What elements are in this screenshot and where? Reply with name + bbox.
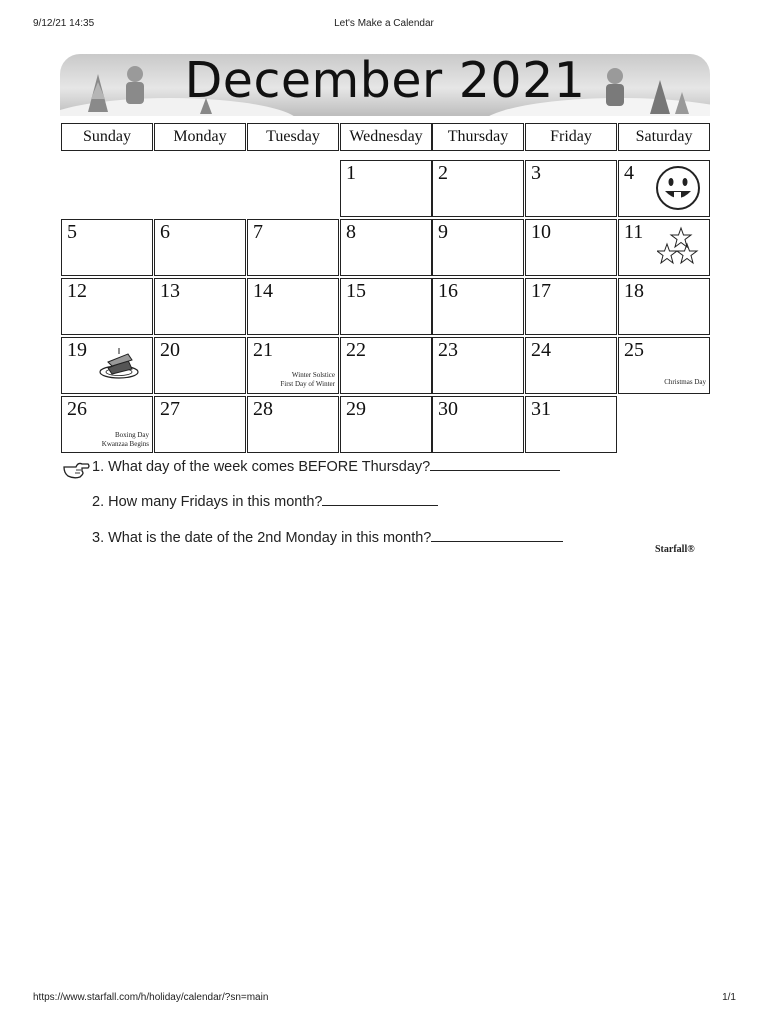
day-cell — [61, 278, 153, 335]
weekday-tuesday: Tuesday — [247, 123, 339, 151]
day-cell — [432, 160, 524, 217]
question-number: 3. — [92, 530, 105, 546]
day-number: 9 — [438, 221, 448, 243]
smiley-face-icon — [655, 165, 701, 211]
day-number: 18 — [624, 280, 644, 302]
day-number: 4 — [624, 162, 634, 184]
day-cell — [618, 160, 710, 217]
first-day-winter-note: First Day of Winter — [280, 380, 335, 388]
day-cell — [154, 219, 246, 276]
day-number: 24 — [531, 339, 551, 361]
day-number: 28 — [253, 398, 273, 420]
day-cell — [247, 337, 339, 394]
day-number: 19 — [67, 339, 87, 361]
print-page-title: Let's Make a Calendar — [334, 18, 434, 29]
day-number: 3 — [531, 162, 541, 184]
day-cell — [432, 396, 524, 453]
day-note — [102, 431, 149, 449]
weekday-thursday: Thursday — [432, 123, 524, 151]
answer-line[interactable] — [430, 457, 560, 471]
day-number: 27 — [160, 398, 180, 420]
day-number: 30 — [438, 398, 458, 420]
day-cell — [61, 337, 153, 394]
winter-solstice-note: Winter Solstice — [291, 371, 335, 379]
day-cell — [618, 337, 710, 394]
day-number: 12 — [67, 280, 87, 302]
day-cell — [247, 219, 339, 276]
print-url: https://www.starfall.com/h/holiday/calendar/?sn=main — [33, 992, 269, 1003]
question-3 — [92, 528, 563, 546]
day-cell — [340, 160, 432, 217]
question-number: 2. — [92, 494, 105, 510]
day-cell — [154, 396, 246, 453]
day-cell — [432, 219, 524, 276]
answer-line[interactable] — [431, 528, 563, 542]
day-number: 23 — [438, 339, 458, 361]
day-cell — [432, 278, 524, 335]
calendar-banner — [60, 54, 710, 116]
day-note — [280, 371, 335, 389]
stars-icon — [657, 226, 701, 266]
day-number: 29 — [346, 398, 366, 420]
day-cell — [340, 396, 432, 453]
weekday-monday: Monday — [154, 123, 246, 151]
day-number: 15 — [346, 280, 366, 302]
day-number: 17 — [531, 280, 551, 302]
day-cell — [525, 219, 617, 276]
day-cell — [154, 337, 246, 394]
weekday-sunday: Sunday — [61, 123, 153, 151]
answer-line[interactable] — [322, 492, 438, 506]
day-number: 1 — [346, 162, 356, 184]
boxing-day-note: Boxing Day — [114, 431, 149, 439]
day-cell — [618, 219, 710, 276]
day-number: 31 — [531, 398, 551, 420]
day-number: 25 — [624, 339, 644, 361]
day-number: 21 — [253, 339, 273, 361]
starfall-logo: Starfall® — [655, 544, 695, 555]
question-1 — [92, 457, 560, 475]
day-number: 2 — [438, 162, 448, 184]
weekday-friday: Friday — [525, 123, 617, 151]
day-number: 8 — [346, 221, 356, 243]
kwanzaa-note: Kwanzaa Begins — [101, 440, 149, 448]
day-cell — [340, 337, 432, 394]
weekday-wednesday: Wednesday — [340, 123, 432, 151]
day-cell — [247, 396, 339, 453]
christmas-note: Christmas Day — [664, 378, 706, 386]
cake-slice-icon — [98, 348, 140, 380]
day-cell — [247, 278, 339, 335]
day-number: 22 — [346, 339, 366, 361]
question-text: What is the date of the 2nd Monday in this month? — [108, 530, 432, 546]
day-cell — [525, 160, 617, 217]
day-cell — [340, 219, 432, 276]
question-number: 1. — [92, 459, 105, 475]
day-cell — [525, 337, 617, 394]
calendar-title: December 2021 — [184, 54, 586, 109]
day-number: 26 — [67, 398, 87, 420]
day-number: 10 — [531, 221, 551, 243]
day-cell — [432, 337, 524, 394]
day-number: 11 — [624, 221, 644, 243]
day-cell — [61, 396, 153, 453]
question-text: How many Fridays in this month? — [108, 494, 323, 510]
day-number: 7 — [253, 221, 263, 243]
question-2 — [92, 492, 438, 510]
pointing-hand-icon — [62, 458, 90, 480]
day-number: 16 — [438, 280, 458, 302]
day-number: 13 — [160, 280, 180, 302]
day-cell — [340, 278, 432, 335]
day-number: 6 — [160, 221, 170, 243]
question-text: What day of the week comes BEFORE Thursday? — [108, 459, 431, 475]
day-number: 14 — [253, 280, 273, 302]
day-number: 5 — [67, 221, 77, 243]
day-cell — [618, 278, 710, 335]
weekday-saturday: Saturday — [618, 123, 710, 151]
day-cell — [525, 278, 617, 335]
day-cell — [154, 278, 246, 335]
print-page-count: 1/1 — [722, 992, 736, 1003]
day-cell — [525, 396, 617, 453]
day-number: 20 — [160, 339, 180, 361]
print-timestamp: 9/12/21 14:35 — [33, 18, 95, 29]
day-cell — [61, 219, 153, 276]
